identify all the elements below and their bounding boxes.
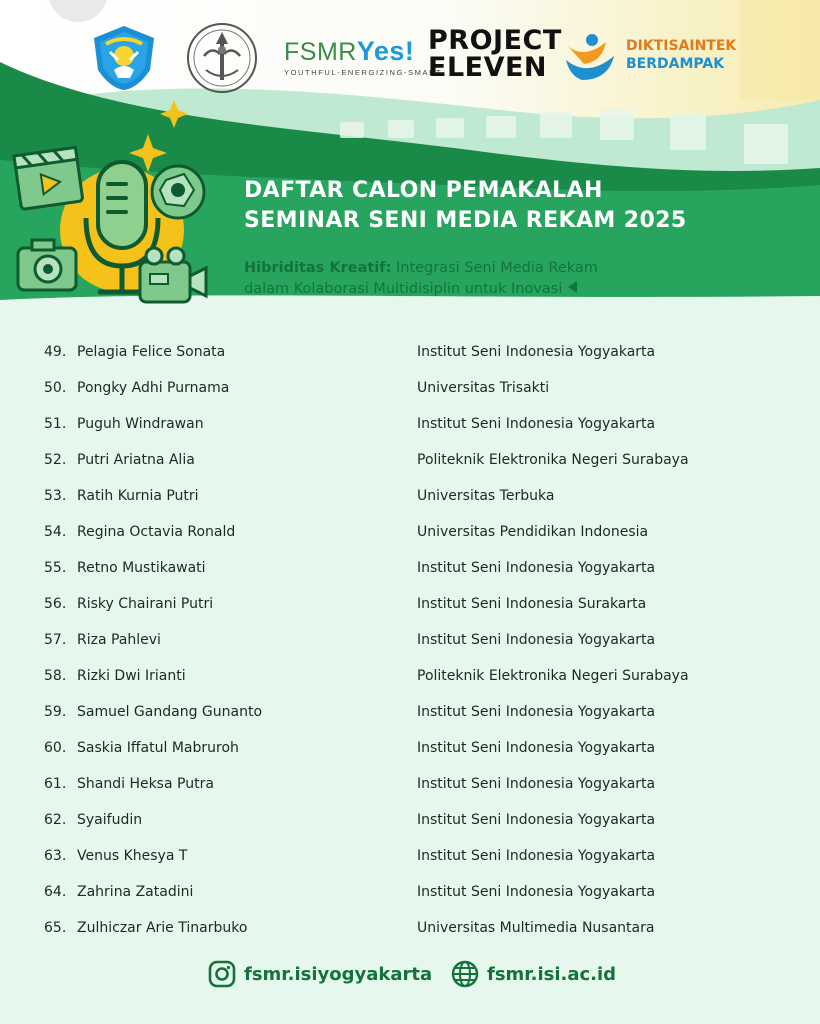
entry-number: 65.: [44, 920, 67, 936]
entry-name: Rizki Dwi Irianti: [77, 668, 186, 684]
entry-institution: Universitas Trisakti: [417, 380, 550, 396]
entry-number: 62.: [44, 812, 67, 828]
fsmr-prefix: FSMR: [284, 38, 357, 66]
entry-name: Shandi Heksa Putra: [77, 776, 214, 792]
triangle-left-icon: [568, 281, 577, 293]
entry-name: Syaifudin: [77, 812, 143, 828]
entry-name: Regina Octavia Ronald: [77, 524, 236, 540]
entry-name: Pongky Adhi Purnama: [77, 380, 230, 396]
footer-contacts: [0, 952, 820, 996]
project-eleven-line2: ELEVEN: [428, 52, 548, 83]
diktisaintek-emblem-icon: [562, 30, 618, 84]
globe-icon: [451, 960, 479, 988]
entry-name: Zahrina Zatadini: [77, 884, 194, 900]
diktisaintek-berdampak-logo: [562, 30, 762, 80]
isi-yogyakarta-logo: [184, 20, 260, 96]
entry-institution: Politeknik Elektronika Negeri Surabaya: [417, 668, 689, 684]
entry-institution: Institut Seni Indonesia Yogyakarta: [417, 416, 656, 432]
list-item: [0, 552, 820, 588]
list-item: [0, 840, 820, 876]
entry-institution: Universitas Pendidikan Indonesia: [417, 524, 649, 540]
entry-institution: Institut Seni Indonesia Yogyakarta: [417, 560, 656, 576]
list-item: [0, 660, 820, 696]
title-line-1: DAFTAR CALON PEMAKALAH: [244, 178, 603, 203]
logo-bar: [0, 0, 820, 100]
subtitle-line-1-rest: Integrasi Seni Media Rekam: [391, 260, 598, 276]
header-banner: [0, 0, 820, 318]
entry-institution: Politeknik Elektronika Negeri Surabaya: [417, 452, 689, 468]
list-item: [0, 336, 820, 372]
entry-name: Pelagia Felice Sonata: [77, 344, 226, 360]
entry-number: 51.: [44, 416, 67, 432]
entry-number: 63.: [44, 848, 67, 864]
list-item: [0, 516, 820, 552]
entry-name: Zulhiczar Arie Tinarbuko: [77, 920, 248, 936]
entry-institution: Institut Seni Indonesia Yogyakarta: [417, 848, 656, 864]
list-item: [0, 588, 820, 624]
list-item: [0, 732, 820, 768]
entry-name: Riza Pahlevi: [77, 632, 161, 648]
entry-institution: Institut Seni Indonesia Yogyakarta: [417, 812, 656, 828]
instagram-icon: [208, 960, 236, 988]
dikti-line1: DIKTISAINTEK: [626, 38, 737, 54]
entry-number: 64.: [44, 884, 67, 900]
subtitle-line-2: dalam Kolaborasi Multidisiplin untuk Inovasi: [244, 281, 563, 297]
list-item: [0, 912, 820, 948]
tut-wuri-handayani-logo: [88, 22, 160, 94]
entry-institution: Institut Seni Indonesia Yogyakarta: [417, 884, 656, 900]
website-link[interactable]: [451, 952, 616, 996]
entry-number: 49.: [44, 344, 67, 360]
entry-number: 58.: [44, 668, 67, 684]
list-item: [0, 408, 820, 444]
entry-number: 54.: [44, 524, 67, 540]
entry-name: Risky Chairani Putri: [77, 596, 214, 612]
list-item: [0, 480, 820, 516]
entry-institution: Institut Seni Indonesia Surakarta: [417, 596, 647, 612]
website-url: fsmr.isi.ac.id: [487, 963, 617, 985]
entry-number: 59.: [44, 704, 67, 720]
poster-subtitle: [244, 258, 598, 300]
entry-institution: Institut Seni Indonesia Yogyakarta: [417, 344, 656, 360]
list-item: [0, 372, 820, 408]
title-line-2: SEMINAR SENI MEDIA REKAM 2025: [244, 208, 687, 233]
entry-institution: Institut Seni Indonesia Yogyakarta: [417, 740, 656, 756]
entry-number: 52.: [44, 452, 67, 468]
entry-institution: Institut Seni Indonesia Yogyakarta: [417, 632, 656, 648]
project-eleven-line1: PROJECT: [428, 25, 562, 56]
instagram-link[interactable]: [208, 952, 432, 996]
entry-institution: Institut Seni Indonesia Yogyakarta: [417, 704, 656, 720]
list-item: [0, 876, 820, 912]
list-item: [0, 444, 820, 480]
entry-name: Retno Mustikawati: [77, 560, 206, 576]
fsmr-yes-logo: [284, 36, 442, 77]
entry-number: 57.: [44, 632, 67, 648]
list-item: [0, 768, 820, 804]
entry-number: 60.: [44, 740, 67, 756]
fsmr-suffix: Yes!: [356, 36, 415, 66]
subtitle-emphasis: Hibriditas Kreatif:: [244, 260, 392, 276]
entry-number: 53.: [44, 488, 67, 504]
list-item: [0, 696, 820, 732]
entry-number: 50.: [44, 380, 67, 396]
entry-name: Saskia Iffatul Mabruroh: [77, 740, 239, 756]
list-item: [0, 804, 820, 840]
fsmr-tagline: YOUTHFUL-ENERGIZING-SMART: [284, 68, 443, 77]
entry-institution: Institut Seni Indonesia Yogyakarta: [417, 776, 656, 792]
entry-institution: Universitas Terbuka: [417, 488, 555, 504]
entry-name: Samuel Gandang Gunanto: [77, 704, 263, 720]
list-item: [0, 624, 820, 660]
entry-name: Putri Ariatna Alia: [77, 452, 195, 468]
entry-number: 61.: [44, 776, 67, 792]
presenter-list: [0, 336, 820, 948]
project-eleven-logo: [428, 25, 562, 83]
entry-number: 55.: [44, 560, 67, 576]
entry-institution: Universitas Multimedia Nusantara: [417, 920, 655, 936]
entry-name: Ratih Kurnia Putri: [77, 488, 199, 504]
dikti-line2: BERDAMPAK: [626, 56, 725, 72]
media-illustration: [0, 100, 240, 318]
entry-name: Puguh Windrawan: [77, 416, 204, 432]
instagram-handle: fsmr.isiyogyakarta: [244, 963, 433, 985]
entry-number: 56.: [44, 596, 67, 612]
poster-title: [244, 176, 687, 236]
entry-name: Venus Khesya T: [77, 848, 188, 864]
